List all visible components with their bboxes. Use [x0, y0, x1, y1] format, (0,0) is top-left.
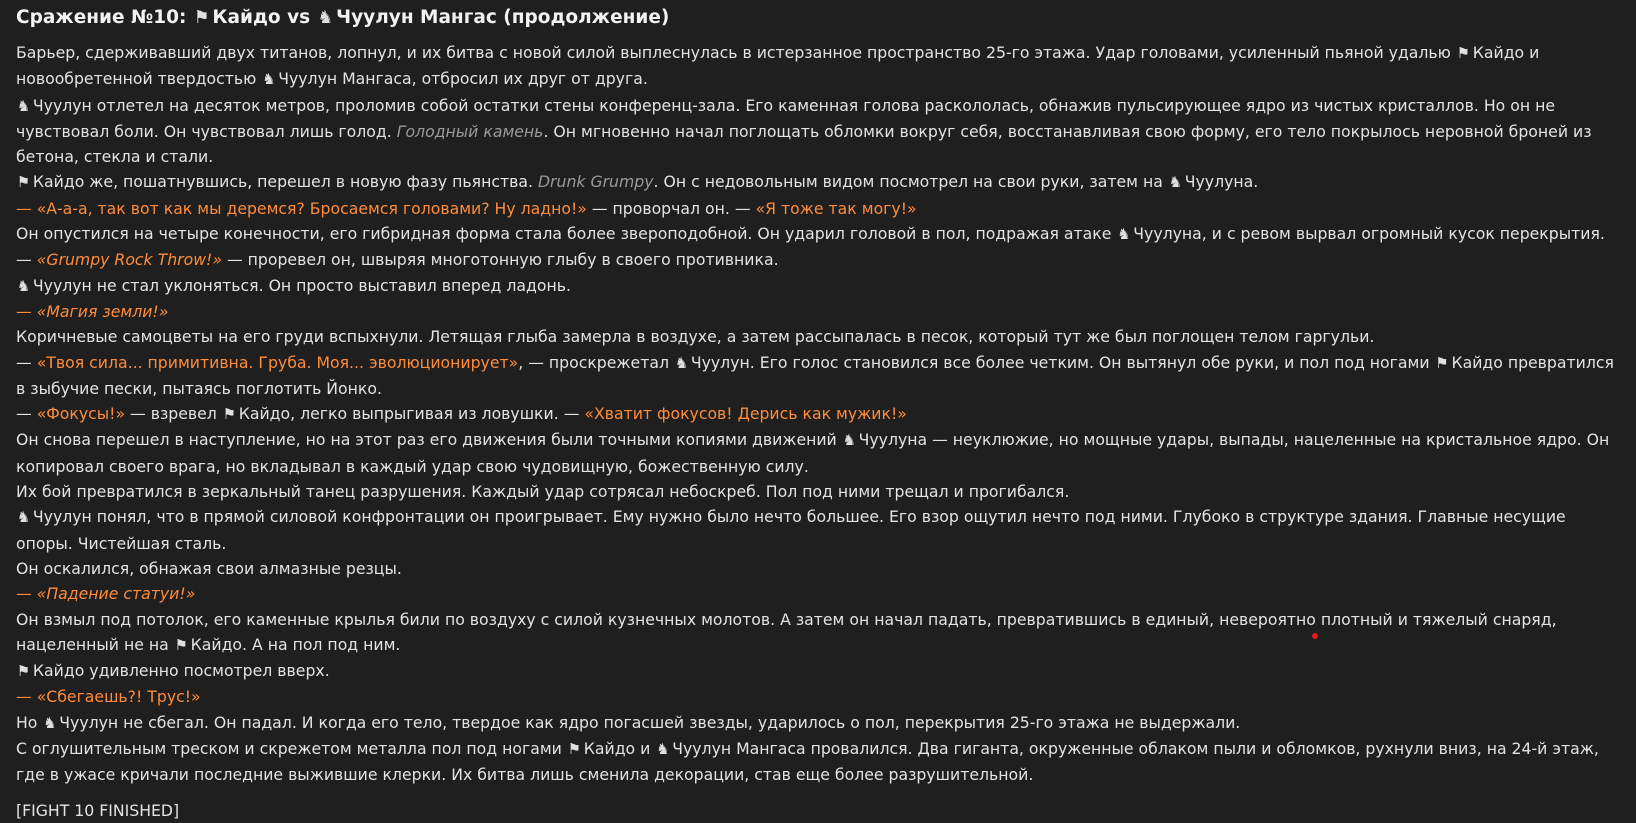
story-paragraph: [16, 556, 1622, 581]
title-vs: vs: [280, 7, 317, 28]
text-run: Кайдо и: [583, 739, 656, 759]
story-body: [16, 40, 1622, 788]
attack-name: «Магия земли!»: [36, 301, 169, 321]
text-run: Он опустился на четыре конечности, его гибридная форма стала более звероподобной. Он ударил головой в пол, подражая атаке: [16, 224, 1117, 244]
text-run: — взревел: [125, 404, 222, 424]
speech-quote: «Я тоже так могу!»: [755, 198, 917, 218]
pirate-flag-icon: ⚑: [1435, 353, 1449, 372]
text-run: Чуулун Мангаса провалился. Два гиганта, окруженные облаком пыли и обломков, рухнули вниз, на 24-й этаж, где в ужасе кричали последние выжившие клерки. Их битва лишь сменила декорации, став еще более разрушительной.: [16, 739, 1599, 785]
dialogue-line: [16, 196, 1622, 221]
story-paragraph: [16, 479, 1622, 504]
text-run: Барьер, сдерживавший двух титанов, лопнул, и их битва с новой силой выплеснулась в истерзанное пространство 25-го этажа. Удар головами, усиленный пьяной удалью: [16, 43, 1456, 62]
text-run: Чуулуна.: [1184, 172, 1259, 192]
story-paragraph: [16, 427, 1622, 479]
text-run: . Он мгновенно начал поглощать обломки вокруг себя, восстанавливая свою форму, его тело покрылось неровной броней из бетона, стекла и стали.: [16, 121, 1592, 167]
text-run: Кайдо и новообретенной твердостью: [16, 43, 1540, 89]
story-paragraph: [16, 658, 1622, 684]
text-run: Чуулун Мангаса, отбросил их друг от друга.: [278, 69, 648, 89]
story-paragraph: [16, 221, 1622, 247]
dash: —: [16, 687, 37, 707]
text-run: С оглушительным треском и скрежетом металла пол под ногами: [16, 739, 567, 759]
pirate-flag-icon: ⚑: [193, 8, 210, 28]
fight-title: [16, 6, 1622, 30]
text-run: Кайдо, легко выпрыгивая из ловушки. —: [238, 404, 585, 424]
gargoyle-icon: ♞: [656, 740, 670, 759]
pirate-flag-icon: ⚑: [222, 405, 236, 424]
attack-name: «Grumpy Rock Throw!»: [36, 250, 222, 270]
title-prefix: Сражение №10:: [16, 7, 193, 28]
story-paragraph: [16, 736, 1622, 788]
text-run: Но: [16, 712, 43, 732]
text-run: Чуулун не сбегал. Он падал. И когда его тело, твердое как ядро погасшей звезды, ударилось о пол, перекрытия 25-го этажа не выдержали.: [59, 712, 1241, 732]
pirate-flag-icon: ⚑: [16, 173, 31, 192]
speech-quote: «Сбегаешь?! Трус!»: [36, 687, 201, 707]
speech-quote: «Хватит фокусов! Дерись как мужик!»: [584, 404, 907, 424]
speech-quote: «Твоя сила... примитивна. Груба. Моя... эволюционирует»: [36, 352, 519, 372]
ability-name: Голодный камень: [396, 121, 544, 141]
dash: —: [16, 352, 37, 372]
dialogue-line: [16, 581, 1622, 606]
pirate-flag-icon: ⚑: [567, 740, 581, 759]
dash: —: [16, 404, 37, 424]
story-paragraph: [16, 40, 1622, 93]
story-paragraph: [16, 93, 1622, 170]
title-chuulun: Чуулун Мангас (продолжение): [336, 7, 670, 28]
pirate-flag-icon: ⚑: [174, 635, 188, 654]
story-paragraph: [16, 324, 1622, 349]
gargoyle-icon: ♞: [674, 353, 689, 372]
cursor-marker: [1312, 633, 1318, 639]
fight-finished-marker: [FIGHT 10 FINISHED]: [16, 800, 180, 820]
text-run: Коричневые самоцветы на его груди вспыхнули. Летящая глыба замерла в воздухе, а затем рассыпалась в песок, который тут же был поглощен телом гаргульи.: [16, 327, 1375, 347]
text-run: — проревел он, швыряя многотонную глыбу в своего противника.: [222, 250, 779, 270]
story-paragraph: [16, 607, 1622, 659]
text-run: Кайдо превратился в зыбучие пески, пытаясь поглотить Йонко.: [16, 352, 1614, 398]
text-run: Он снова перешел в наступление, но на этот раз его движения были точными копиями движений: [16, 430, 842, 450]
gargoyle-icon: ♞: [43, 713, 57, 732]
dash: —: [16, 301, 37, 321]
speech-quote: «Фокусы!»: [36, 404, 126, 424]
ability-name: Drunk Grumpy: [537, 172, 654, 192]
text-run: , — проскрежетал: [518, 352, 674, 372]
dialogue-line: [16, 684, 1622, 709]
gargoyle-icon: ♞: [317, 8, 334, 28]
dash: —: [16, 250, 37, 270]
text-run: Кайдо же, пошатнувшись, перешел в новую фазу пьянства.: [32, 172, 538, 192]
text-run: Их бой превратился в зеркальный танец разрушения. Каждый удар сотрясал небоскреб. Пол под ними трещал и прогибался.: [16, 482, 1070, 502]
gargoyle-icon: ♞: [16, 276, 31, 295]
gargoyle-icon: ♞: [262, 70, 276, 89]
dialogue-line: [16, 247, 1622, 272]
dash: —: [16, 584, 37, 604]
speech-quote: «А-а-а, так вот как мы деремся? Бросаемся головами? Ну ладно!»: [36, 198, 587, 218]
story-paragraph: [16, 169, 1622, 195]
pirate-flag-icon: ⚑: [1456, 44, 1470, 62]
gargoyle-icon: ♞: [1168, 173, 1182, 192]
story-paragraph: [16, 710, 1622, 736]
attack-name: «Падение статуи!»: [36, 584, 196, 604]
text-run: Чуулуна — неуклюжие, но мощные удары, выпады, нацеленные на кристальное ядро. Он копировал своего врага, но вкладывал в каждый удар свою чудовищную, божественную силу.: [16, 430, 1610, 476]
title-kaido: Кайдо: [212, 7, 281, 28]
text-run: Кайдо. А на пол под ним.: [190, 634, 401, 654]
fight-log: [16, 6, 1622, 823]
story-paragraph: [16, 273, 1622, 299]
text-run: Чуулун не стал уклоняться. Он просто выставил вперед ладонь.: [32, 275, 571, 295]
gargoyle-icon: ♞: [16, 508, 31, 527]
gargoyle-icon: ♞: [16, 96, 31, 115]
pirate-flag-icon: ⚑: [16, 662, 31, 681]
gargoyle-icon: ♞: [1117, 225, 1131, 244]
gargoyle-icon: ♞: [842, 431, 856, 450]
dash: —: [16, 198, 37, 218]
text-run: Он взмыл под потолок, его каменные крылья били по воздуху с силой кузнечных молотов. А затем он начал падать, превратившись в единый, невероятно плотный и тяжелый снаряд, нацеленный не на: [16, 609, 1557, 654]
text-run: — проворчал он. —: [586, 198, 756, 218]
text-run: Чуулун понял, что в прямой силовой конфронтации он проигрывает. Ему нужно было нечто большее. Его взор ощутил нечто под ними. Глубоко в структуре здания. Главные несущие опоры. Чистейшая сталь.: [16, 507, 1566, 553]
text-run: Чуулун отлетел на десяток метров, проломив собой остатки стены конференц-зала. Его каменная голова раскололась, обнажив пульсирующее ядро из чистых кристаллов. Но он не чувствовал боли. Он чувствовал лишь голод.: [16, 95, 1556, 141]
text-run: Чуулуна, и с ревом вырвал огромный кусок перекрытия.: [1133, 224, 1605, 244]
dialogue-line: [16, 401, 1622, 427]
text-run: Он оскалился, обнажая свои алмазные резцы.: [16, 558, 402, 578]
text-run: Кайдо удивленно посмотрел вверх.: [32, 661, 330, 681]
dialogue-line: [16, 299, 1622, 324]
text-run: Чуулун. Его голос становился все более четким. Он вытянул обе руки, и пол под ногами: [690, 352, 1435, 372]
text-run: . Он с недовольным видом посмотрел на свои руки, затем на: [653, 172, 1168, 192]
story-paragraph: [16, 504, 1622, 556]
dialogue-line: [16, 350, 1622, 402]
